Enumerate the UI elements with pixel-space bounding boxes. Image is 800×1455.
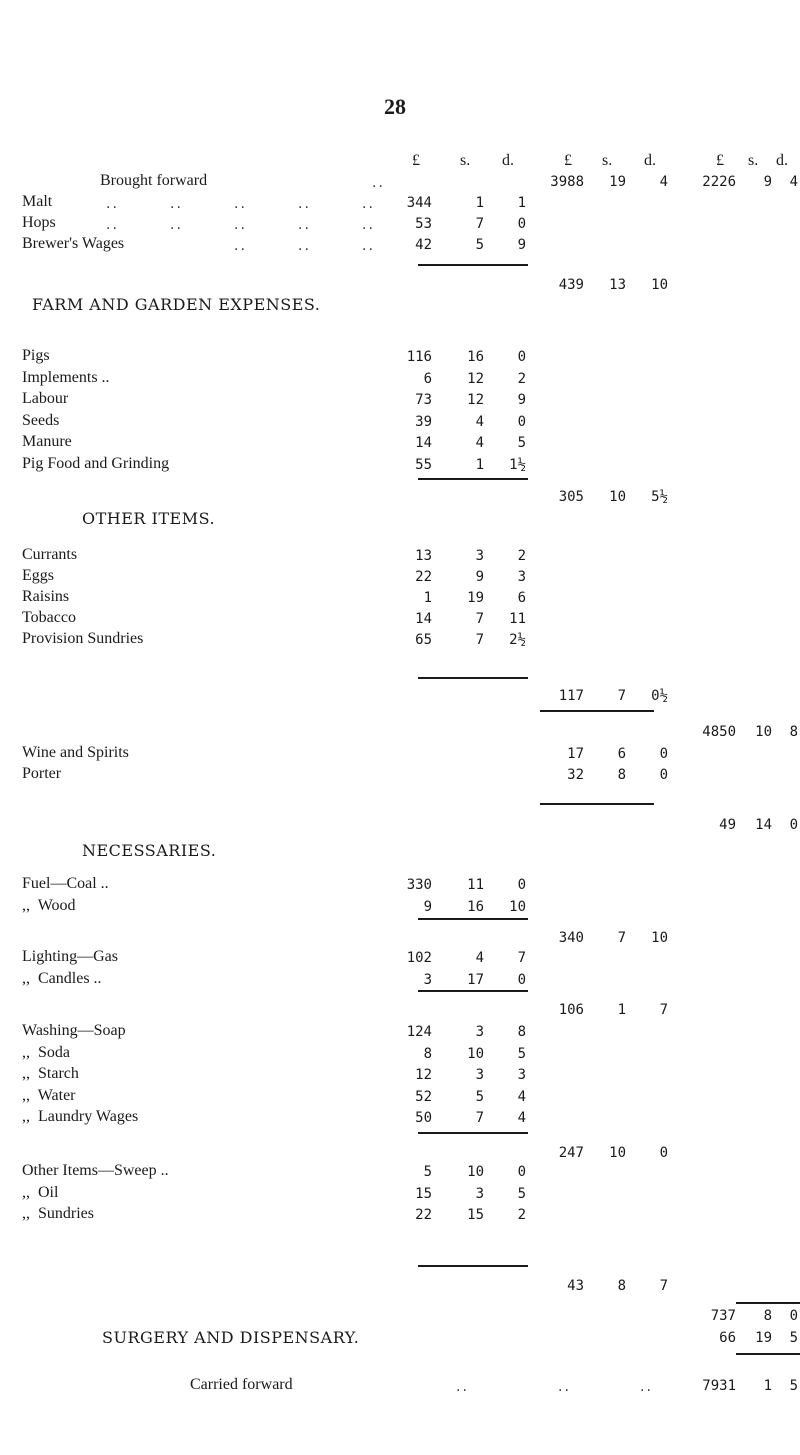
- brewing-item-pounds: 42: [415, 237, 432, 253]
- necessaries-item-pounds: 22: [415, 1207, 432, 1223]
- line-item-label: Other Items—Sweep ..: [22, 1162, 169, 1179]
- necessaries-item-pence: 8: [517, 1024, 526, 1040]
- line-item-label: Labour: [22, 390, 69, 407]
- line-item-label: Tobacco: [22, 609, 76, 626]
- leader: ..: [372, 175, 385, 191]
- line-item-label: Raisins: [22, 588, 70, 605]
- subtotal-rule: [418, 918, 528, 920]
- farm-item-pence: 0: [517, 349, 526, 365]
- necessaries-item-shillings: 4: [475, 950, 484, 966]
- carried-forward-pounds: 7931: [702, 1378, 736, 1394]
- header-shillings: s.: [602, 152, 613, 169]
- header-pounds: £: [716, 152, 724, 169]
- necessaries-subtotal-pounds: 43: [567, 1278, 584, 1294]
- drinks-item-pounds: 17: [567, 746, 584, 762]
- line-item-label: Provision Sundries: [22, 630, 144, 647]
- brewing-leader: ..: [106, 217, 119, 233]
- necessaries-item-pence: 7: [517, 950, 526, 966]
- subtotal-rule: [418, 264, 528, 266]
- farm-item-shillings: 12: [467, 392, 484, 408]
- brewing-item-shillings: 7: [475, 216, 484, 232]
- necessaries-item-pence: 5: [517, 1045, 526, 1062]
- drinks-total-shillings: 14: [755, 817, 772, 833]
- leader: ..: [558, 1379, 571, 1395]
- farm-item-pence: 2: [517, 370, 526, 387]
- brewing-leader: ..: [362, 196, 375, 212]
- subtotal-rule: [418, 677, 528, 679]
- line-item-label: Lighting—Gas: [22, 948, 118, 965]
- line-item-label: Seeds: [22, 411, 60, 429]
- necessaries-item-pence: 10: [509, 898, 526, 915]
- other-item-shillings: 3: [475, 548, 484, 564]
- brewing-leader: ..: [106, 196, 119, 212]
- line-item-label: Eggs: [22, 567, 54, 584]
- line-item-label: ,, Water: [22, 1086, 76, 1104]
- farm-item-pence: 1½: [509, 456, 526, 473]
- necessaries-item-pence: 0: [517, 1164, 526, 1180]
- drinks-item-pounds: 32: [567, 767, 584, 783]
- farm-item-pounds: 116: [406, 349, 432, 365]
- subtotal-rule: [736, 1353, 800, 1355]
- line-item-label: Fuel—Coal ..: [22, 875, 109, 892]
- farm-item-pounds: 39: [415, 413, 432, 430]
- page-number: 28: [384, 94, 406, 119]
- other-item-pence: 2½: [509, 632, 526, 648]
- line-item-label: Manure: [22, 433, 72, 450]
- necessaries-item-pence: 0: [517, 877, 526, 893]
- farm-total-pounds: 305: [558, 489, 584, 505]
- necessaries-total-shillings: 8: [763, 1308, 772, 1324]
- leader: ..: [640, 1379, 653, 1395]
- necessaries-item-shillings: 3: [475, 1067, 484, 1083]
- other-item-pounds: 14: [415, 611, 432, 627]
- brewing-leader: ..: [298, 217, 311, 233]
- brewing-leader: ..: [298, 238, 311, 254]
- necessaries-item-shillings: 7: [475, 1110, 484, 1126]
- necessaries-item-pounds: 12: [415, 1067, 432, 1083]
- header-pounds: £: [564, 152, 572, 169]
- drinks-item-pence: 0: [659, 746, 668, 762]
- surgery-total-shillings: 19: [755, 1330, 772, 1346]
- farm-item-pounds: 6: [423, 370, 432, 387]
- necessaries-item-shillings: 15: [467, 1207, 484, 1223]
- subtotal-rule: [736, 1302, 800, 1304]
- line-item-label: Currants: [22, 546, 78, 563]
- section-heading-necessaries: NECESSARIES.: [82, 841, 217, 860]
- brewing-item-pence: 1: [517, 195, 526, 211]
- brewing-leader: ..: [298, 196, 311, 212]
- farm-item-shillings: 4: [475, 435, 484, 451]
- line-item-label: Wine and Spirits: [22, 744, 129, 761]
- farm-item-shillings: 12: [467, 370, 484, 387]
- brewing-total-pounds: 439: [558, 277, 584, 293]
- drinks-total-pence: 0: [789, 817, 798, 833]
- other-total-pence: 0½: [651, 688, 668, 704]
- brewing-item-shillings: 5: [475, 237, 484, 253]
- farm-item-shillings: 4: [475, 413, 484, 430]
- other-item-pounds: 13: [415, 548, 432, 564]
- other-item-shillings: 9: [475, 569, 484, 585]
- line-item-label: Brewer's Wages: [22, 235, 125, 252]
- necessaries-item-shillings: 5: [475, 1088, 484, 1105]
- brought-forward-pence: 4: [659, 174, 668, 190]
- brewing-item-pounds: 344: [406, 195, 432, 211]
- brewing-item-shillings: 1: [475, 195, 484, 211]
- header-pounds: £: [412, 152, 420, 169]
- farm-total-pence: 5½: [651, 489, 668, 505]
- subtotal-rule: [540, 803, 654, 805]
- necessaries-item-pounds: 8: [423, 1045, 432, 1062]
- brought-forward-col3-shillings: 9: [763, 174, 772, 190]
- necessaries-item-pounds: 3: [423, 971, 432, 988]
- necessaries-item-pence: 0: [517, 971, 526, 988]
- header-shillings: s.: [748, 152, 759, 169]
- brewing-leader: ..: [234, 217, 247, 233]
- brought-forward-col3-pence: 4: [789, 174, 798, 190]
- necessaries-item-shillings: 3: [475, 1185, 484, 1202]
- drinks-total-pounds: 49: [719, 817, 736, 833]
- other-item-shillings: 7: [475, 632, 484, 648]
- necessaries-item-shillings: 3: [475, 1024, 484, 1040]
- subtotal-rule: [418, 1265, 528, 1267]
- necessaries-item-shillings: 17: [467, 971, 484, 988]
- header-pence: d.: [502, 152, 514, 169]
- necessaries-total-pounds: 737: [710, 1308, 736, 1324]
- carried-forward-label: Carried forward: [190, 1376, 293, 1393]
- necessaries-subtotal-pence: 10: [651, 930, 668, 946]
- brewing-leader: ..: [170, 196, 183, 212]
- brewing-item-pounds: 53: [415, 216, 432, 232]
- farm-item-pence: 0: [517, 413, 526, 430]
- brewing-total-shillings: 13: [609, 277, 626, 293]
- drinks-item-shillings: 8: [617, 767, 626, 783]
- necessaries-item-shillings: 16: [467, 898, 484, 915]
- line-item-label: Pig Food and Grinding: [22, 454, 170, 472]
- subtotal-rule: [418, 990, 528, 992]
- necessaries-subtotal-shillings: 10: [609, 1145, 626, 1161]
- necessaries-item-pence: 2: [517, 1207, 526, 1223]
- brewing-leader: ..: [234, 238, 247, 254]
- brewing-leader: ..: [170, 217, 183, 233]
- brought-forward-col3-pounds: 2226: [702, 174, 736, 190]
- brought-forward-shillings: 19: [609, 174, 626, 190]
- necessaries-item-pence: 4: [517, 1088, 526, 1105]
- necessaries-item-pounds: 124: [406, 1024, 432, 1040]
- necessaries-total-pence: 0: [789, 1308, 798, 1324]
- subtotal-rule: [418, 478, 528, 480]
- other-item-pence: 3: [517, 569, 526, 585]
- necessaries-subtotal-shillings: 1: [617, 1002, 626, 1018]
- necessaries-subtotal-pounds: 106: [558, 1002, 584, 1018]
- brewing-leader: ..: [362, 238, 375, 254]
- header-shillings: s.: [460, 152, 471, 169]
- necessaries-subtotal-pence: 7: [659, 1278, 668, 1294]
- drinks-item-shillings: 6: [617, 746, 626, 762]
- necessaries-item-pounds: 15: [415, 1185, 432, 1202]
- necessaries-item-pounds: 9: [423, 898, 432, 915]
- necessaries-subtotal-shillings: 7: [617, 930, 626, 946]
- section-heading-other: OTHER ITEMS.: [82, 509, 216, 528]
- line-item-label: ,, Candles ..: [22, 969, 102, 987]
- surgery-total-pence: 5: [789, 1330, 798, 1346]
- leader: ..: [456, 1379, 469, 1395]
- necessaries-item-shillings: 10: [467, 1164, 484, 1180]
- carried-forward-shillings: 1: [763, 1378, 772, 1394]
- other-item-shillings: 19: [467, 590, 484, 606]
- farm-item-pounds: 14: [415, 435, 432, 451]
- necessaries-item-shillings: 11: [467, 877, 484, 893]
- necessaries-item-pounds: 330: [406, 877, 432, 893]
- farm-item-shillings: 1: [475, 456, 484, 473]
- farm-total-shillings: 10: [609, 489, 626, 505]
- brewing-item-pence: 9: [517, 237, 526, 253]
- line-item-label: Hops: [22, 214, 56, 231]
- drinks-item-pence: 0: [659, 767, 668, 783]
- brewing-leader: ..: [362, 217, 375, 233]
- line-item-label: ,, Sundries: [22, 1205, 94, 1222]
- line-item-label: Implements ..: [22, 368, 110, 386]
- line-item-label: ,, Wood: [22, 896, 76, 914]
- farm-item-pounds: 55: [415, 456, 432, 473]
- line-item-label: Porter: [22, 765, 62, 782]
- brewing-item-pence: 0: [517, 216, 526, 232]
- farm-item-shillings: 16: [467, 349, 484, 365]
- necessaries-item-pence: 4: [517, 1110, 526, 1126]
- farm-item-pounds: 73: [415, 392, 432, 408]
- necessaries-item-pounds: 52: [415, 1088, 432, 1105]
- other-item-pounds: 1: [423, 590, 432, 606]
- necessaries-subtotal-pence: 7: [659, 1002, 668, 1018]
- brought-forward-label: Brought forward: [100, 172, 208, 189]
- line-item-label: ,, Oil: [22, 1183, 59, 1201]
- subtotal-4850-shillings: 10: [755, 724, 772, 740]
- section-heading-farm: FARM AND GARDEN EXPENSES.: [32, 295, 321, 314]
- farm-item-pence: 9: [517, 392, 526, 408]
- other-item-pence: 11: [509, 611, 526, 627]
- necessaries-item-pounds: 102: [406, 950, 432, 966]
- necessaries-subtotal-pounds: 340: [558, 930, 584, 946]
- necessaries-item-pence: 5: [517, 1185, 526, 1202]
- other-item-pence: 2: [517, 548, 526, 564]
- line-item-label: Pigs: [22, 347, 50, 364]
- brewing-leader: ..: [234, 196, 247, 212]
- line-item-label: ,, Soda: [22, 1043, 70, 1061]
- subtotal-4850-pence: 8: [789, 724, 798, 740]
- farm-item-pence: 5: [517, 435, 526, 451]
- necessaries-item-pounds: 5: [423, 1164, 432, 1180]
- line-item-label: ,, Starch: [22, 1065, 79, 1082]
- surgery-total-pounds: 66: [719, 1330, 736, 1346]
- header-pence: d.: [776, 152, 788, 169]
- other-item-shillings: 7: [475, 611, 484, 627]
- subtotal-4850-pounds: 4850: [702, 724, 736, 740]
- line-item-label: Washing—Soap: [22, 1022, 126, 1039]
- other-item-pence: 6: [517, 590, 526, 606]
- header-pence: d.: [644, 152, 656, 169]
- necessaries-item-shillings: 10: [467, 1045, 484, 1062]
- necessaries-subtotal-shillings: 8: [617, 1278, 626, 1294]
- other-item-pounds: 65: [415, 632, 432, 648]
- other-total-pounds: 117: [558, 688, 584, 704]
- necessaries-subtotal-pounds: 247: [558, 1145, 584, 1161]
- other-item-pounds: 22: [415, 569, 432, 585]
- other-total-shillings: 7: [617, 688, 626, 704]
- brewing-total-pence: 10: [651, 277, 668, 293]
- subtotal-rule: [540, 710, 654, 712]
- line-item-label: ,, Laundry Wages: [22, 1108, 139, 1125]
- necessaries-subtotal-pence: 0: [659, 1145, 668, 1161]
- line-item-label: Malt: [22, 193, 53, 210]
- carried-forward-pence: 5: [789, 1378, 798, 1394]
- section-heading-surgery: SURGERY AND DISPENSARY.: [102, 1328, 360, 1347]
- subtotal-rule: [418, 1132, 528, 1134]
- necessaries-item-pence: 3: [517, 1067, 526, 1083]
- necessaries-item-pounds: 50: [415, 1110, 432, 1126]
- brought-forward-pounds: 3988: [550, 174, 584, 190]
